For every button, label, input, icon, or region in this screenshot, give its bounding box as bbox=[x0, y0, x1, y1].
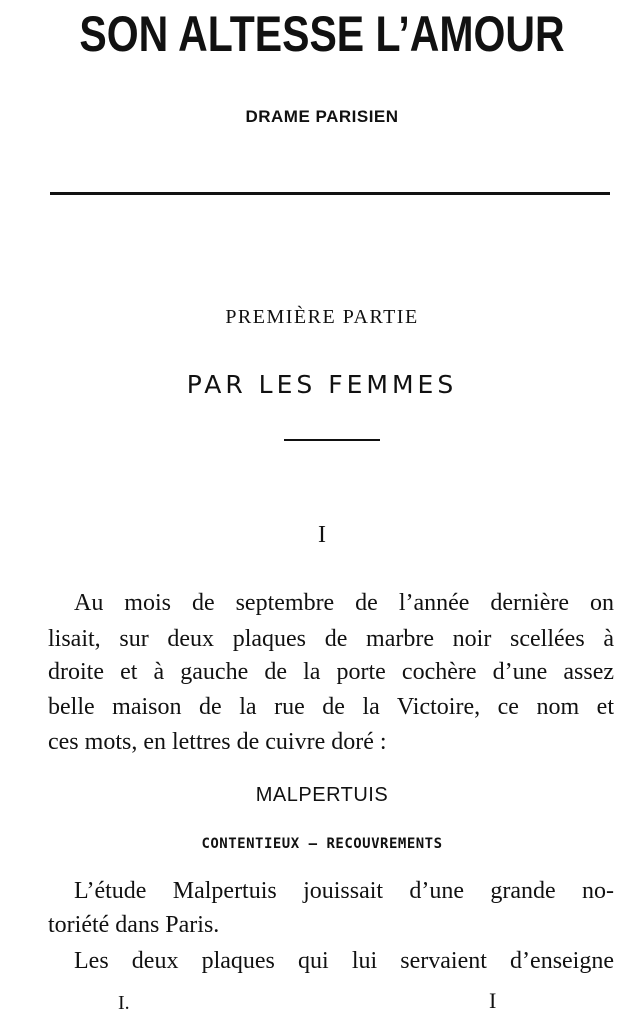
paragraph-1-line-2: lisait, sur deux plaques de marbre noir scellées à bbox=[48, 626, 614, 652]
part-title: PAR LES FEMMES bbox=[186, 370, 458, 399]
paragraph-1-line-1: Au mois de septembre de l’année dernière on bbox=[74, 590, 614, 616]
paragraph-3-line-1: Les deux plaques qui lui servaient d’enseigne bbox=[74, 948, 614, 974]
paragraph-1-line-4: belle maison de la rue de la Victoire, ce nom et bbox=[48, 694, 614, 720]
title-divider bbox=[50, 192, 610, 195]
paragraph-2-line-1: L’étude Malpertuis jouissait d’une grande no- bbox=[74, 878, 614, 904]
part-label: PREMIÈRE PARTIE bbox=[225, 306, 419, 328]
part-divider bbox=[284, 439, 380, 441]
paragraph-1-line-5: ces mots, en lettres de cuivre doré : bbox=[48, 729, 387, 755]
book-title: SON ALTESSE L’AMOUR bbox=[79, 6, 565, 62]
plaque-name: MALPERTUIS bbox=[255, 784, 389, 806]
book-subtitle: DRAME PARISIEN bbox=[245, 107, 399, 126]
signature-mark-left: I. bbox=[118, 992, 130, 1014]
plaque-services: CONTENTIEUX — RECOUVREMENTS bbox=[201, 836, 443, 852]
chapter-number: I bbox=[318, 522, 326, 548]
signature-mark-right: I bbox=[489, 988, 497, 1013]
paragraph-2-line-2: toriété dans Paris. bbox=[48, 912, 220, 938]
paragraph-1-line-3: droite et à gauche de la porte cochère d’une assez bbox=[48, 659, 614, 685]
